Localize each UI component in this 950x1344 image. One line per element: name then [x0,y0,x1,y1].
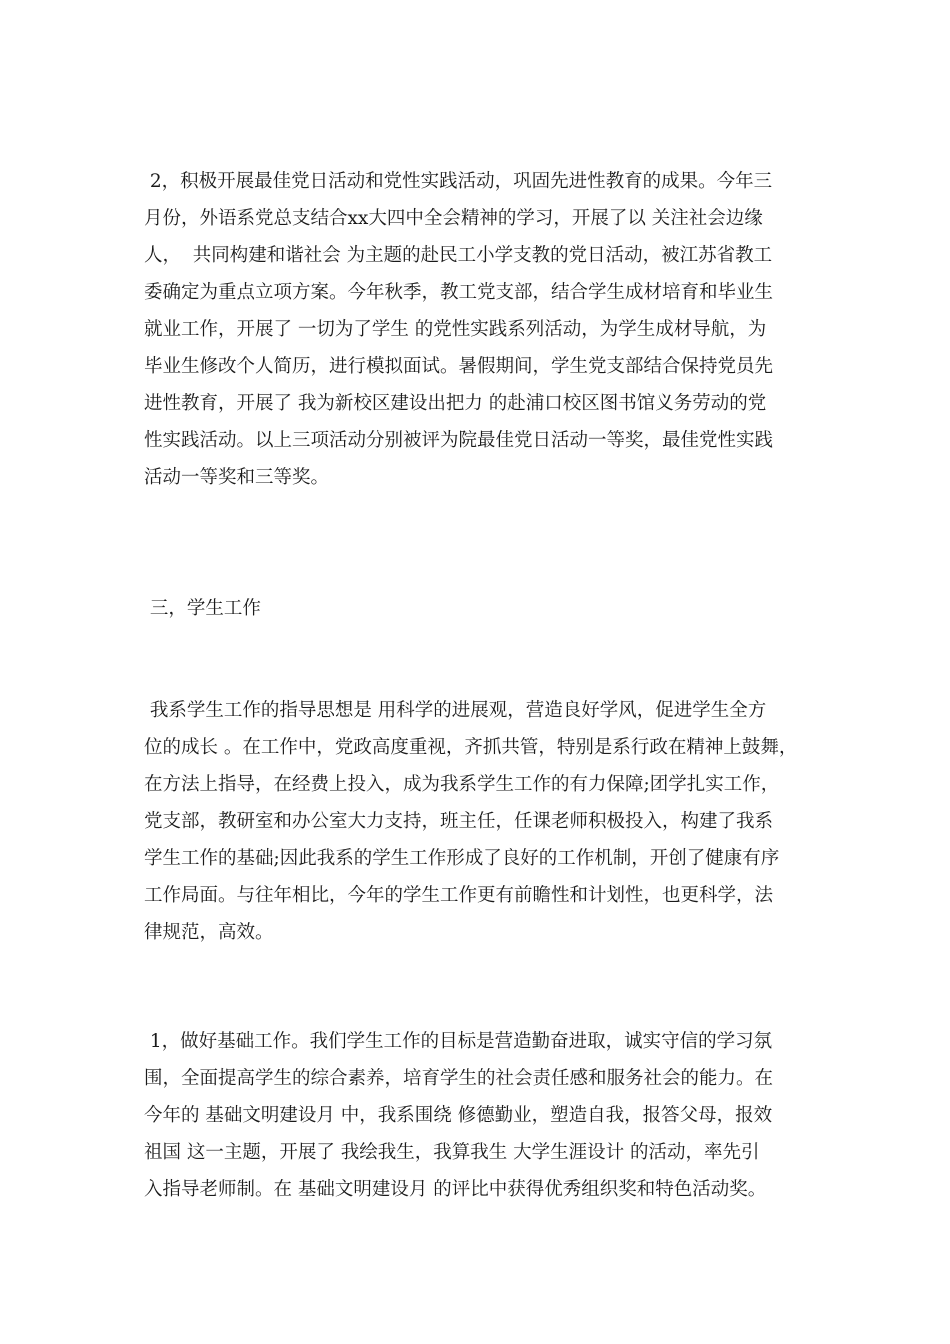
text-line: 人， 共同构建和谐社会 为主题的赴民工小学支教的党日活动，被江苏省教工 [144,245,773,266]
text-line: 律规范，高效。 [144,922,274,943]
text-line: 月份，外语系党总支结合xx大四中全会精神的学习，开展了以 关注社会边缘 [144,208,763,229]
text-line: 2，积极开展最佳党日活动和党性实践活动，巩固先进性教育的成果。今年三 [144,171,773,192]
text-line: 活动一等奖和三等奖。 [144,467,330,488]
text-line: 进性教育，开展了 我为新校区建设出把力 的赴浦口校区图书馆义务劳动的党 [144,393,767,414]
text-line: 委确定为重点立项方案。今年秋季，教工党支部，结合学生成材培育和毕业生 [144,282,774,303]
text-line: 就业工作，开展了 一切为了学生 的党性实践系列活动，为学生成材导航，为 [144,319,767,340]
text-line: 入指导老师制。在 基础文明建设月 的评比中获得优秀组织奖和特色活动奖。 [144,1179,767,1200]
paragraph-basic-work [144,1023,814,1208]
text-line: 围，全面提高学生的综合素养，培育学生的社会责任感和服务社会的能力。在 [144,1068,774,1089]
text-line: 1，做好基础工作。我们学生工作的目标是营造勤奋进取，诚实守信的学习氛 [144,1031,773,1052]
text-line: 位的成长 。在工作中，党政高度重视，齐抓共管，特别是系行政在精神上鼓舞， [144,737,798,758]
text-line: 工作局面。与往年相比，今年的学生工作更有前瞻性和计划性，也更科学，法 [144,885,774,906]
heading-line: 三，学生工作 [144,598,261,619]
text-line: 在方法上指导，在经费上投入，成为我系学生工作的有力保障;团学扎实工作， [144,774,780,795]
text-line: 我系学生工作的指导思想是 用科学的进展观，营造良好学风，促进学生全方 [144,700,767,721]
paragraph-party-activities [144,163,814,496]
text-line: 祖国 这一主题，开展了 我绘我生，我算我生 大学生涯设计 的活动，率先引 [144,1142,760,1163]
text-line: 学生工作的基础;因此我系的学生工作形成了良好的工作机制，开创了健康有序 [144,848,780,869]
paragraph-guiding-principle [144,692,814,951]
text-line: 党支部，教研室和办公室大力支持，班主任，任课老师积极投入，构建了我系 [144,811,774,832]
text-line: 今年的 基础文明建设月 中，我系围绕 修德勤业，塑造自我，报答父母，报效 [144,1105,773,1126]
text-line: 毕业生修改个人简历，进行模拟面试。暑假期间，学生党支部结合保持党员先 [144,356,774,377]
text-line: 性实践活动。以上三项活动分别被评为院最佳党日活动一等奖，最佳党性实践 [144,430,774,451]
section-heading-student-work [144,590,814,627]
